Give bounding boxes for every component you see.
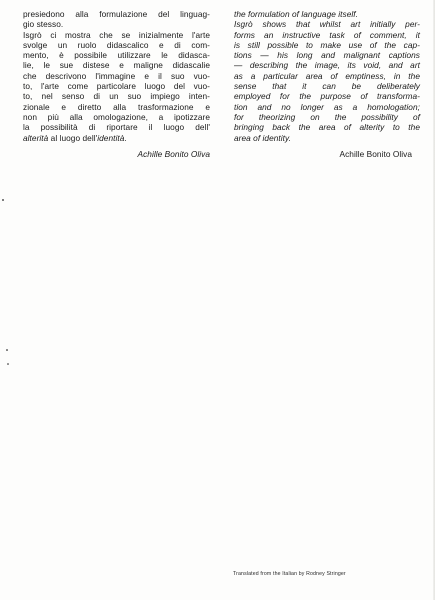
english-text-column	[234, 9, 420, 159]
text-line: the formulation of language itself.	[234, 9, 358, 19]
text-line: is still possible to make use of the cap-	[234, 39, 420, 50]
text-line: che descrivono l'immagine e il suo vuo-	[23, 70, 210, 81]
text-line: to, nel senso di un suo impiego inten-	[23, 91, 210, 102]
italian-text-column	[23, 9, 210, 159]
text-line: lie, le sue distese e maligne didascalie	[23, 60, 210, 71]
text-line: as a particular area of emptiness, in the	[234, 70, 420, 81]
text-line: svolge un ruolo didascalico e di com-	[23, 39, 210, 50]
text-line: for theorizing on the possibility of	[234, 111, 420, 122]
text-line: forms an instructive task of comment, it	[234, 29, 420, 40]
scan-speck	[2, 199, 4, 201]
scan-speck	[6, 349, 8, 351]
text-line: Isgrò shows that whilst art initially per-	[234, 19, 420, 30]
text-fragment: al luogo dell'	[48, 132, 98, 143]
text-line: la possibilità di riportare il luogo dell'	[23, 122, 210, 133]
italian-paragraph	[23, 9, 210, 143]
scan-speck	[7, 363, 9, 365]
text-line: sense that it can be deliberately	[234, 81, 420, 92]
translation-credit: Translated from the Italian by Rodney Stringer	[233, 571, 346, 577]
text-line: bringing back the area of alterity to the	[234, 122, 420, 133]
text-line: zionale e diretto alla trasformazione e	[23, 101, 210, 112]
text-line: tion and no longer as a homologation;	[234, 101, 420, 112]
text-line: Isgrò ci mostra che se inizialmente l'arte	[23, 29, 210, 40]
text-line: non più alla omologazione, a ipotizzare	[23, 111, 210, 122]
text-line: — describing the image, its void, and art	[234, 60, 420, 71]
text-line: area of identity.	[234, 132, 291, 143]
italic-word-alterita: alterità	[23, 132, 49, 143]
text-line: gio stesso.	[23, 19, 64, 30]
text-line: employed for the purpose of transforma-	[234, 91, 420, 102]
text-line: tions — his long and malignant captions	[234, 50, 420, 61]
text-line: mento, è possibile utilizzare le didasca-	[23, 50, 210, 61]
italic-word-identita: identità	[97, 132, 125, 143]
text-line: to, l'arte come particolare luogo del vuo-	[23, 81, 210, 92]
signature-italian: Achille Bonito Oliva	[137, 148, 210, 159]
text-fragment-end: .	[124, 132, 127, 143]
english-paragraph	[234, 9, 420, 143]
signature-english: Achille Bonito Oliva	[339, 148, 412, 159]
text-line: presiedono alla formulazione del linguag-	[23, 9, 210, 19]
text-line-final	[23, 133, 210, 143]
